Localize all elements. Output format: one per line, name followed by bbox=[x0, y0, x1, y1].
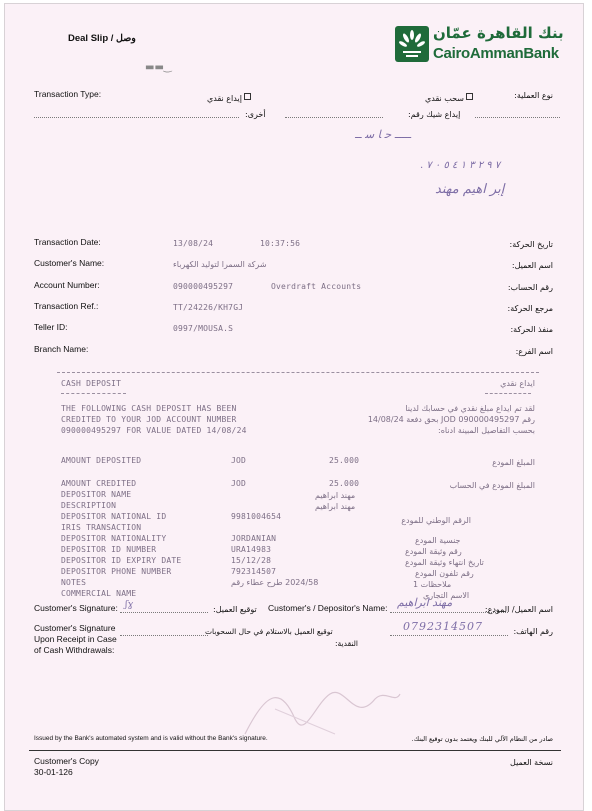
cash-withdrawal-option bbox=[425, 88, 475, 106]
bank-logo bbox=[395, 24, 575, 66]
cash-deposit-checkbox bbox=[244, 93, 251, 100]
customer-signature-label: Customer's Signature: bbox=[34, 603, 118, 613]
handwriting-2: . ٧ ٩ ٢ ٣ ١ ٤ ٥ ٠ ٧ bbox=[420, 160, 501, 171]
customer-copy-label-ar: نسخة العميل bbox=[510, 758, 553, 767]
deal-slip-page: Deal Slip / وصل بنك القاهرة عمّان CairoAmmanBank ▬▬‿ Transaction Type: إيداع نقدي سحب نقدي نوع العملية: أخرى: إيداع شيك رقم: ـــــ ﺣ ﺎ ﺳ ــ . ٧ ٩ ٢ ٣ ١ ٤ ٥ ٠ ٧ ﺇﺑﺮ ﺍﻫﻴﻢ ﻣﻬﻨﺪ Transaction Date: 13/08/24 10:37:56 تاريخ الحركة: Customer's Name: شركة السمرا لتوليد الكهرباء اسم العميل: Account Number: 090000495297 Overdraft Accounts رقم الحساب: Transaction Ref.: TT/24226/KH7GJ مرجع الحركة: Teller ID: 0997/MOUSA.S منفذ الحركة: Branch Name: اسم الفرع: CASH DEPOSIT ايداع نقدي THE FOLLOWING CASH DEPOSIT HAS BEEN CREDITED TO YOUR JOD ACCOUNT NUMBER 090000495297 FOR VALUE DATED 14/08/24 لقد تم ايداع مبلغ نقدي في حسابك لدينا رقم JOD 090000495297 بحق دفعة 14/08/24 بحسب التفاصيل المبينة ادناه: AMOUNT DEPOSITED JOD 25.000 المبلغ المودع AMOUNT CREDITED JOD 25.000 المبلغ المودع في الحساب DEPOSITOR NAME مهند ابراهيم DESCRIPTION مهند ابراهيم DEPOSITOR NATIONAL ID 9981004654 الرقم الوطني للمودع IRIS TRANSACTION DEPOSITOR NATIONALITY JORDANIAN جنسية المودع DEPOSITOR ID NUMBER URA14983 رقم وثيقة المودع DEPOSITOR ID EXPIRY DATE 15/12/28 تاريخ انتهاء وثيقة المودع DEPOSITOR PHONE NUMBER 792314507 رقم تلفون المودع NOTES 2024/58 طرح عطاء رقم ملاحظات 1 COMMERCIAL NAME الاسم التجاري Customer's Signature: ʃɣ توقيع العميل: Customer's / Depositor's Name: مهند ابراهيم اسم العميل/ المودع: Customer's Signature Upon Receipt in Case of Cash Withdrawals: توقيع العميل بالاستلام في حال السحوبات النقدية: 0792314507 رقم الهاتف: Issued by the Bank's automated system and is valid without the Bank's signature. صادر من النظام الآلي للبنك ويعتمد بدون توقيع البنك. Customer's Copy 30-01-126 نسخة العميل bbox=[4, 3, 584, 811]
deposit-paragraph-ar-1: لقد تم ايداع مبلغ نقدي في حسابك لدينا bbox=[405, 404, 535, 413]
signature-scribble bbox=[235, 664, 405, 744]
receipt-signature-label-2: Upon Receipt in Case bbox=[34, 634, 117, 644]
phone-value-handwritten: 0792314507 bbox=[403, 620, 483, 633]
deposit-paragraph-line-1: THE FOLLOWING CASH DEPOSIT HAS BEEN bbox=[61, 404, 237, 413]
deal-slip-title: Deal Slip / وصل bbox=[68, 33, 136, 44]
bank-emblem-icon bbox=[395, 26, 429, 62]
cash-deposit-title: CASH DEPOSIT bbox=[61, 379, 122, 388]
cash-deposit-title-ar: ايداع نقدي bbox=[500, 379, 535, 388]
customer-signature-scribble: ʃɣ bbox=[125, 600, 133, 610]
receipt-signature-label-1: Customer's Signature bbox=[34, 623, 116, 633]
depositor-name-label: Customer's / Depositor's Name: bbox=[268, 603, 388, 613]
cash-withdrawal-label: سحب نقدي bbox=[425, 94, 464, 103]
footer-note-en: Issued by the Bank's automated system and is valid without the Bank's signature. bbox=[34, 735, 268, 742]
receipt-signature-label-ar-2: النقدية: bbox=[335, 639, 358, 648]
transaction-type-label-ar: نوع العملية: bbox=[514, 91, 553, 100]
customer-signature-label-ar: توقيع العميل: bbox=[213, 605, 257, 614]
transaction-type-label: Transaction Type: bbox=[34, 89, 102, 99]
handwriting-3: ﺇﺑﺮ ﺍﻫﻴﻢ ﻣﻬﻨﺪ bbox=[435, 182, 505, 197]
stamp-scribble: ▬▬‿ bbox=[145, 62, 172, 73]
depositor-name-label-ar: اسم العميل/ المودع: bbox=[484, 605, 553, 614]
footer-note-ar: صادر من النظام الآلي للبنك ويعتمد بدون توقيع البنك. bbox=[411, 735, 553, 743]
cash-withdrawal-checkbox bbox=[466, 93, 473, 100]
deposit-paragraph-ar-3: بحسب التفاصيل المبينة ادناه: bbox=[438, 426, 535, 435]
phone-label-ar: رقم الهاتف: bbox=[513, 627, 553, 636]
depositor-name-value: مهند ابراهيم bbox=[397, 596, 453, 609]
cash-deposit-option bbox=[207, 88, 253, 106]
footer-divider bbox=[29, 750, 561, 751]
cash-deposit-label: إيداع نقدي bbox=[207, 94, 242, 103]
bank-name-arabic: بنك القاهرة عمّان bbox=[433, 24, 564, 42]
row-iris-transaction: IRIS TRANSACTION bbox=[61, 523, 142, 532]
receipt-signature-label-ar-1: توقيع العميل بالاستلام في حال السحوبات bbox=[205, 627, 333, 636]
cheque-deposit-label: إيداع شيك رقم: bbox=[408, 110, 461, 119]
deposit-paragraph-line-3: 090000495297 FOR VALUE DATED 14/08/24 bbox=[61, 426, 247, 435]
customer-copy-label: Customer's Copy bbox=[34, 756, 99, 766]
bank-name-english: CairoAmmanBank bbox=[433, 45, 559, 62]
form-code: 30-01-126 bbox=[34, 767, 73, 777]
deposit-paragraph-ar-2: رقم JOD 090000495297 بحق دفعة 14/08/24 bbox=[367, 415, 535, 424]
deposit-paragraph-line-2: CREDITED TO YOUR JOD ACCOUNT NUMBER bbox=[61, 415, 237, 424]
other-label: أخرى: bbox=[245, 110, 266, 119]
handwriting-1: ـــــ ﺣ ﺎ ﺳ ــ bbox=[355, 128, 411, 141]
receipt-signature-label-3: of Cash Withdrawals: bbox=[34, 645, 115, 655]
